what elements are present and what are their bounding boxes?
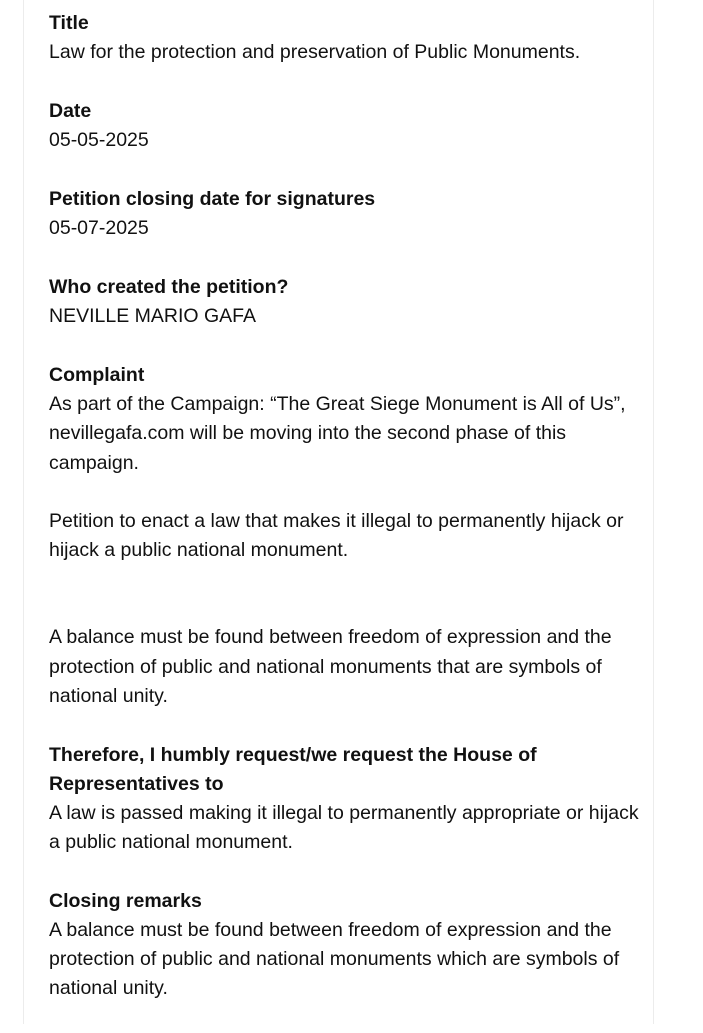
creator-section [49, 273, 649, 331]
title-label: Title [49, 12, 89, 34]
complaint-paragraph: Petition to enact a law that makes it illegal to permanently hijack or hijack a public national monument. [49, 509, 624, 562]
title-section [49, 9, 649, 67]
complaint-label: Complaint [49, 364, 145, 386]
request-label: Therefore, I humbly request/we request the House of Representatives to [49, 744, 537, 796]
creator-label: Who created the petition? [49, 276, 289, 298]
closing-date-section [49, 185, 649, 243]
closing-remarks-label: Closing remarks [49, 890, 202, 913]
closing-date-value: 05-07-2025 [49, 217, 149, 239]
date-value: 05-05-2025 [49, 129, 149, 151]
creator-value: NEVILLE MARIO GAFA [49, 305, 256, 327]
complaint-paragraph: As part of the Campaign: “The Great Siege Monument is All of Us”, nevillegafa.com will be moving into the second phase of this campaign. [49, 393, 626, 474]
petition-details [49, 9, 649, 1033]
closing-remarks-section [49, 887, 649, 1003]
date-section [49, 97, 649, 155]
request-section [49, 741, 649, 857]
complaint-paragraph: A balance must be found between freedom of expression and the protection of public and national monuments that are symbols of national unity. [49, 626, 612, 708]
title-value: Law for the protection and preservation of Public Monuments. [49, 41, 581, 63]
complaint-section [49, 361, 649, 711]
date-label: Date [49, 100, 92, 122]
closing-remarks-value: A balance must be found between freedom of expression and the protection of public and national monuments which are symbols of national unity. [49, 919, 620, 1000]
closing-date-label: Petition closing date for signatures [49, 188, 376, 210]
request-value: A law is passed making it illegal to permanently appropriate or hijack a public national monument. [49, 802, 639, 854]
